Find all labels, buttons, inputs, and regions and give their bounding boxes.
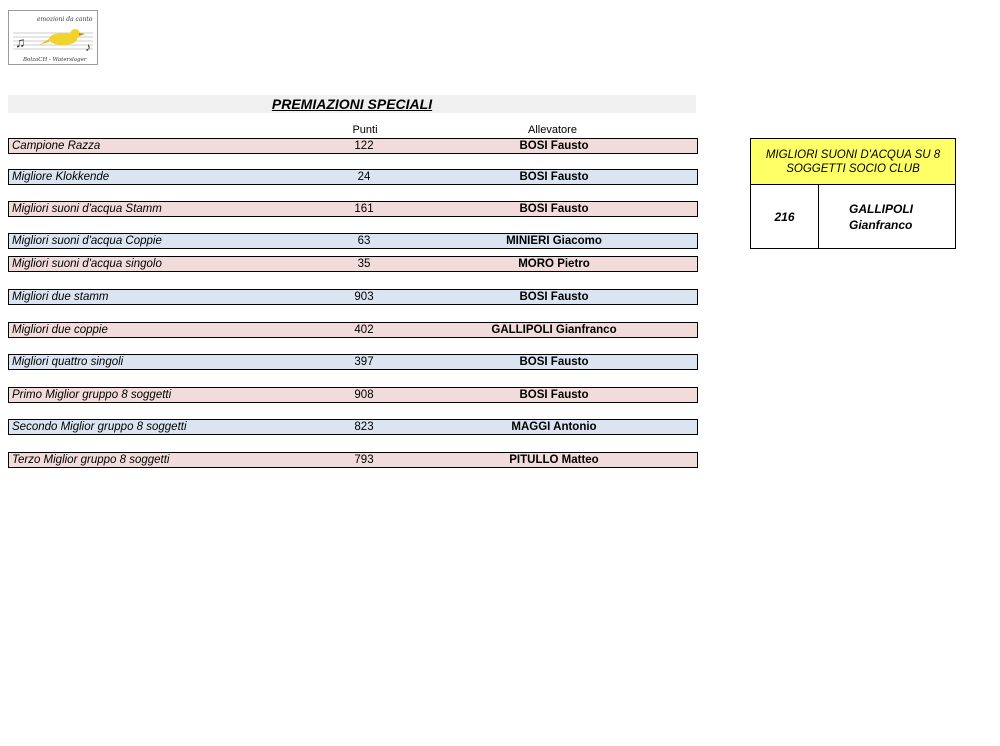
- row-punti: 402: [354, 324, 374, 336]
- row-label: Migliori suoni d'acqua singolo: [12, 258, 162, 270]
- row-label: Primo Miglior gruppo 8 soggetti: [12, 389, 172, 401]
- row-punti: 908: [354, 389, 374, 401]
- table-row: [8, 354, 698, 370]
- title-bar: [8, 95, 696, 113]
- row-label: Migliori suoni d'acqua Coppie: [12, 235, 162, 247]
- row-label: Migliori due stamm: [12, 291, 109, 303]
- page-title: PREMIAZIONI SPECIALI: [271, 96, 433, 112]
- socio-club-body: [751, 185, 955, 248]
- table-row: [8, 452, 698, 468]
- row-punti: 823: [354, 421, 374, 433]
- svg-text:♪: ♪: [85, 40, 91, 54]
- row-label: Secondo Miglior gruppo 8 soggetti: [12, 421, 187, 433]
- table-row: [8, 419, 698, 435]
- row-punti: 161: [354, 203, 374, 215]
- socio-club-box: [750, 138, 956, 249]
- row-punti: 63: [357, 235, 371, 247]
- table-row: [8, 256, 698, 272]
- table-row: [8, 233, 698, 249]
- row-allevatore: PITULLO Matteo: [509, 454, 599, 466]
- table-row: [8, 322, 698, 338]
- row-allevatore: BOSI Fausto: [519, 356, 589, 368]
- socio-club-name-line2: Gianfranco: [849, 217, 913, 232]
- row-label: Terzo Miglior gruppo 8 soggetti: [12, 454, 170, 466]
- row-punti: 793: [354, 454, 374, 466]
- row-allevatore: BOSI Fausto: [519, 171, 589, 183]
- row-label: Migliori quattro singoli: [12, 356, 124, 368]
- row-punti: 35: [357, 258, 371, 270]
- row-punti: 397: [354, 356, 374, 368]
- column-header-allevatore: Allevatore: [528, 124, 577, 136]
- table-row: [8, 387, 698, 403]
- logo-top-text: emozioni da canto: [37, 16, 93, 23]
- row-allevatore: BOSI Fausto: [519, 291, 589, 303]
- row-allevatore: MINIERI Giacomo: [506, 235, 602, 247]
- row-label: Campione Razza: [12, 140, 101, 152]
- row-allevatore: BOSI Fausto: [519, 140, 589, 152]
- row-punti: 24: [357, 171, 371, 183]
- row-label: Migliori due coppie: [12, 324, 108, 336]
- socio-club-punti: 216: [751, 185, 819, 248]
- row-allevatore: BOSI Fausto: [519, 389, 589, 401]
- row-allevatore: MORO Pietro: [518, 258, 590, 270]
- table-row: [8, 289, 698, 305]
- socio-club-name: [819, 185, 955, 248]
- row-allevatore: BOSI Fausto: [519, 203, 589, 215]
- socio-club-heading: MIGLIORI SUONI D'ACQUA SU 8 SOGGETTI SOCIO CLUB: [751, 139, 955, 185]
- logo-bottom-text: BolzaCH - Waterslager: [23, 57, 87, 63]
- row-label: Migliore Klokkende: [12, 171, 110, 183]
- row-punti: 903: [354, 291, 374, 303]
- svg-text:♫: ♫: [15, 34, 26, 50]
- row-label: Migliori suoni d'acqua Stamm: [12, 203, 162, 215]
- table-row: [8, 169, 698, 185]
- canary-music-logo-icon: [9, 11, 97, 64]
- socio-club-name-line1: GALLIPOLI: [849, 201, 913, 216]
- row-allevatore: MAGGI Antonio: [511, 421, 597, 433]
- table-row: [8, 138, 698, 154]
- column-header-punti: Punti: [352, 124, 378, 136]
- row-punti: 122: [354, 140, 374, 152]
- table-row: [8, 201, 698, 217]
- row-allevatore: GALLIPOLI Gianfranco: [491, 324, 617, 336]
- club-logo: [8, 10, 98, 65]
